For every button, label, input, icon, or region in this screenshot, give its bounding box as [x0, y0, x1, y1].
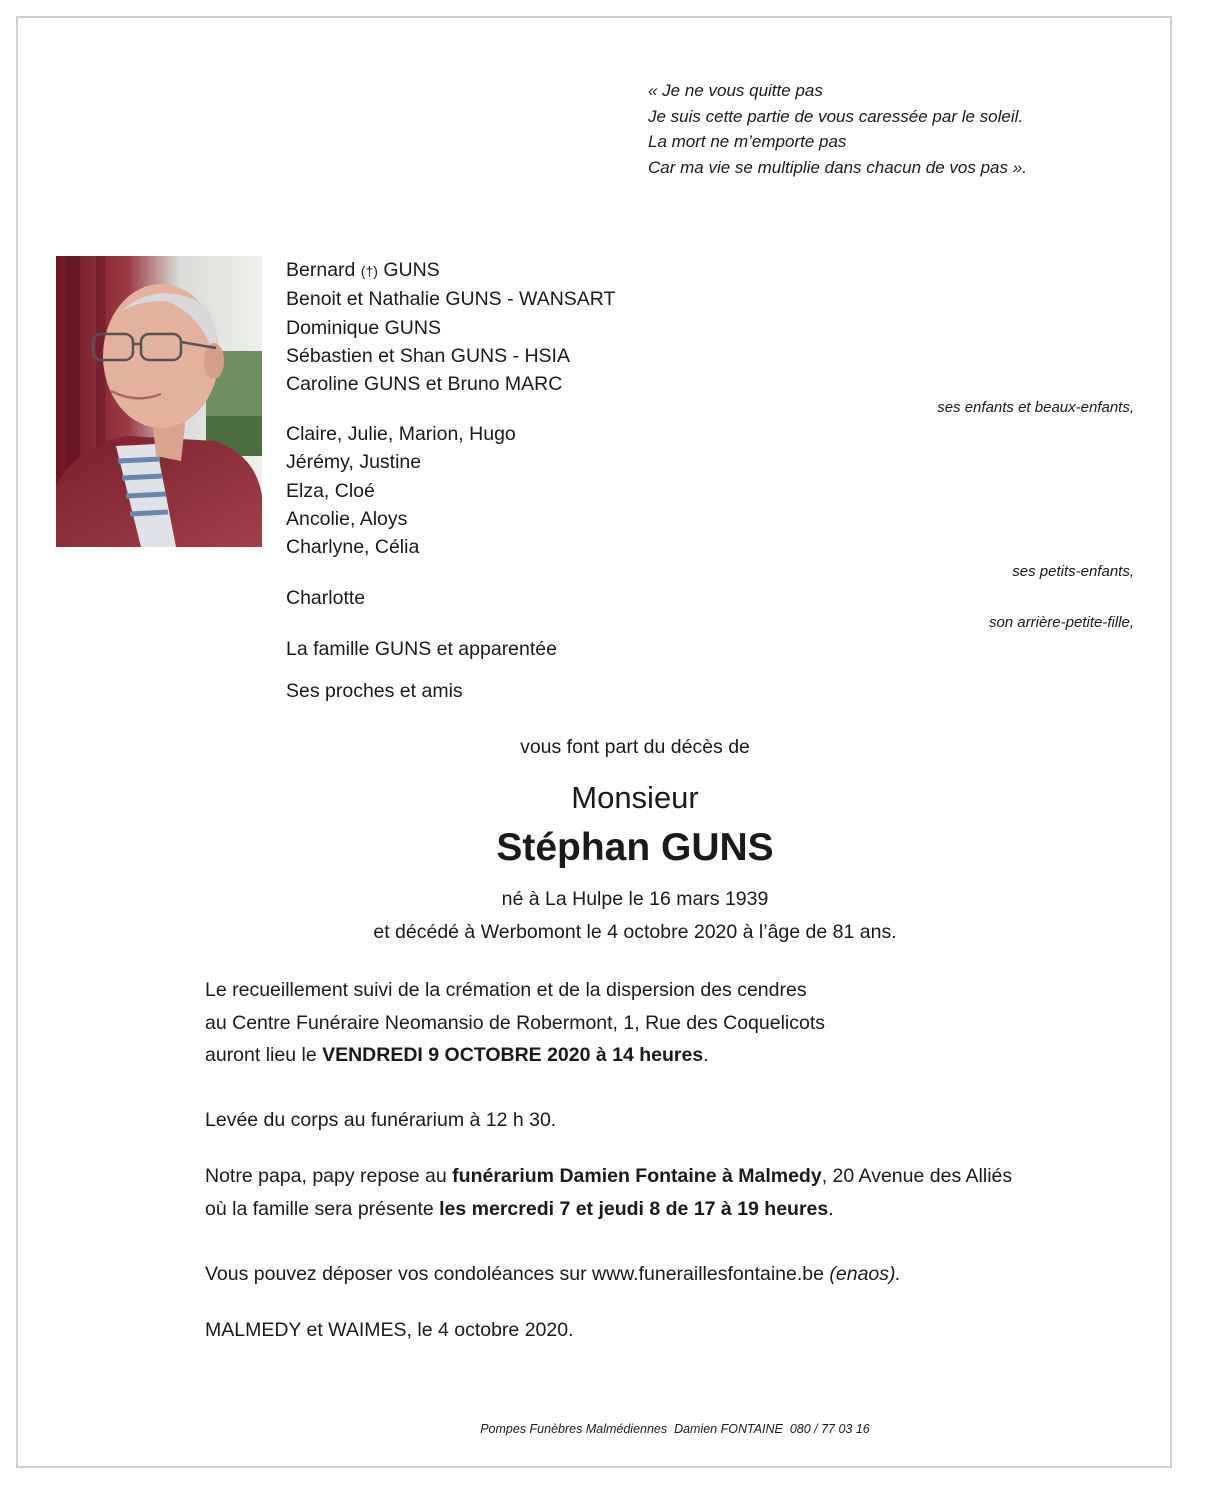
footer-funeral-home: Pompes Funèbres Malmédiennes Damien FONTAINE 080 / 77 03 16: [480, 1422, 870, 1436]
place-date: MALMEDY et WAIMES, le 4 octobre 2020.: [205, 1319, 574, 1341]
family-line: La famille GUNS et apparentée: [286, 638, 557, 660]
levee-line: Levée du corps au funérarium à 12 h 30.: [205, 1109, 557, 1131]
visitation-info: [205, 1160, 1012, 1225]
ceremony-text: .: [703, 1044, 709, 1066]
child-name: [286, 256, 615, 285]
grandchild-name: Ancolie, Aloys: [286, 507, 408, 530]
child-first-name: Bernard: [286, 259, 356, 281]
visitation-text: Notre papa, papy repose au: [205, 1165, 453, 1187]
child-name: Sébastien et Shan GUNS - HSIA: [286, 344, 570, 367]
grandchild-name: Claire, Julie, Marion, Hugo: [286, 423, 516, 445]
visitation-hours: les mercredi 7 et jeudi 8 de 17 à 19 heures: [439, 1197, 829, 1220]
funeral-home: funérarium Damien Fontaine à Malmedy: [452, 1165, 822, 1187]
condolences-italic: (enaos).: [829, 1263, 901, 1285]
birth-line: né à La Hulpe le 16 mars 1939: [501, 888, 769, 910]
honorific: Monsieur: [571, 780, 699, 815]
poem-line: Je suis cette partie de vous caressée par le soleil.: [648, 106, 1024, 126]
child-surname: GUNS: [383, 259, 440, 281]
ceremony-date: VENDREDI 9 OCTOBRE 2020 à 14 heures: [322, 1044, 704, 1066]
ceremony-line: au Centre Funéraire Neomansio de Robermont, 1, Rue des Coquelicots: [205, 1011, 826, 1034]
ceremony-line: Le recueillement suivi de la crémation et de la dispersion des cendres: [205, 979, 807, 1001]
grandchild-name: Elza, Cloé: [286, 479, 375, 502]
dagger-mark: (†): [360, 263, 378, 279]
deceased-name: Stéphan GUNS: [496, 826, 774, 869]
children-list: [286, 256, 615, 398]
friends-line: Ses proches et amis: [286, 680, 463, 702]
child-name: Dominique GUNS: [286, 316, 441, 339]
grandchildren-list: [286, 420, 516, 561]
visitation-line: [205, 1160, 1012, 1193]
condolences-text: Vous pouvez déposer vos condoléances sur www.funeraillesfontaine.be: [205, 1263, 830, 1285]
ceremony-info: [205, 974, 825, 1072]
poem: [648, 78, 1027, 180]
poem-line: La mort ne m’emporte pas: [648, 132, 847, 151]
grandchild-name: Charlyne, Célia: [286, 536, 420, 559]
children-relation: ses enfants et beaux-enfants,: [937, 399, 1134, 416]
poem-line: « Je ne vous quitte pas: [648, 81, 823, 100]
great-grandchild-relation: son arrière-petite-fille,: [988, 614, 1134, 631]
child-name: Caroline GUNS et Bruno MARC: [286, 373, 563, 396]
great-grandchild-name: Charlotte: [286, 587, 366, 609]
condolences-line: [205, 1258, 901, 1291]
death-line: et décédé à Werbomont le 4 octobre 2020 à l’âge de 81 ans.: [373, 921, 897, 943]
portrait-photo-icon: [56, 256, 262, 547]
grandchildren-relation: ses petits-enfants,: [1012, 563, 1134, 580]
visitation-line: [205, 1193, 1012, 1226]
announcement: vous font part du décès de: [520, 736, 750, 758]
poem-line: Car ma vie se multiplie dans chacun de vos pas ».: [648, 157, 1027, 177]
visitation-text: , 20 Avenue des Alliés: [821, 1165, 1013, 1187]
portrait-photo: [56, 256, 262, 547]
visitation-text: .: [828, 1197, 834, 1220]
ceremony-text: auront lieu le: [205, 1044, 323, 1066]
child-name: Benoit et Nathalie GUNS - WANSART: [286, 288, 616, 311]
visitation-text: où la famille sera présente: [205, 1197, 440, 1220]
ceremony-line: [205, 1039, 825, 1072]
grandchild-name: Jérémy, Justine: [286, 451, 422, 474]
